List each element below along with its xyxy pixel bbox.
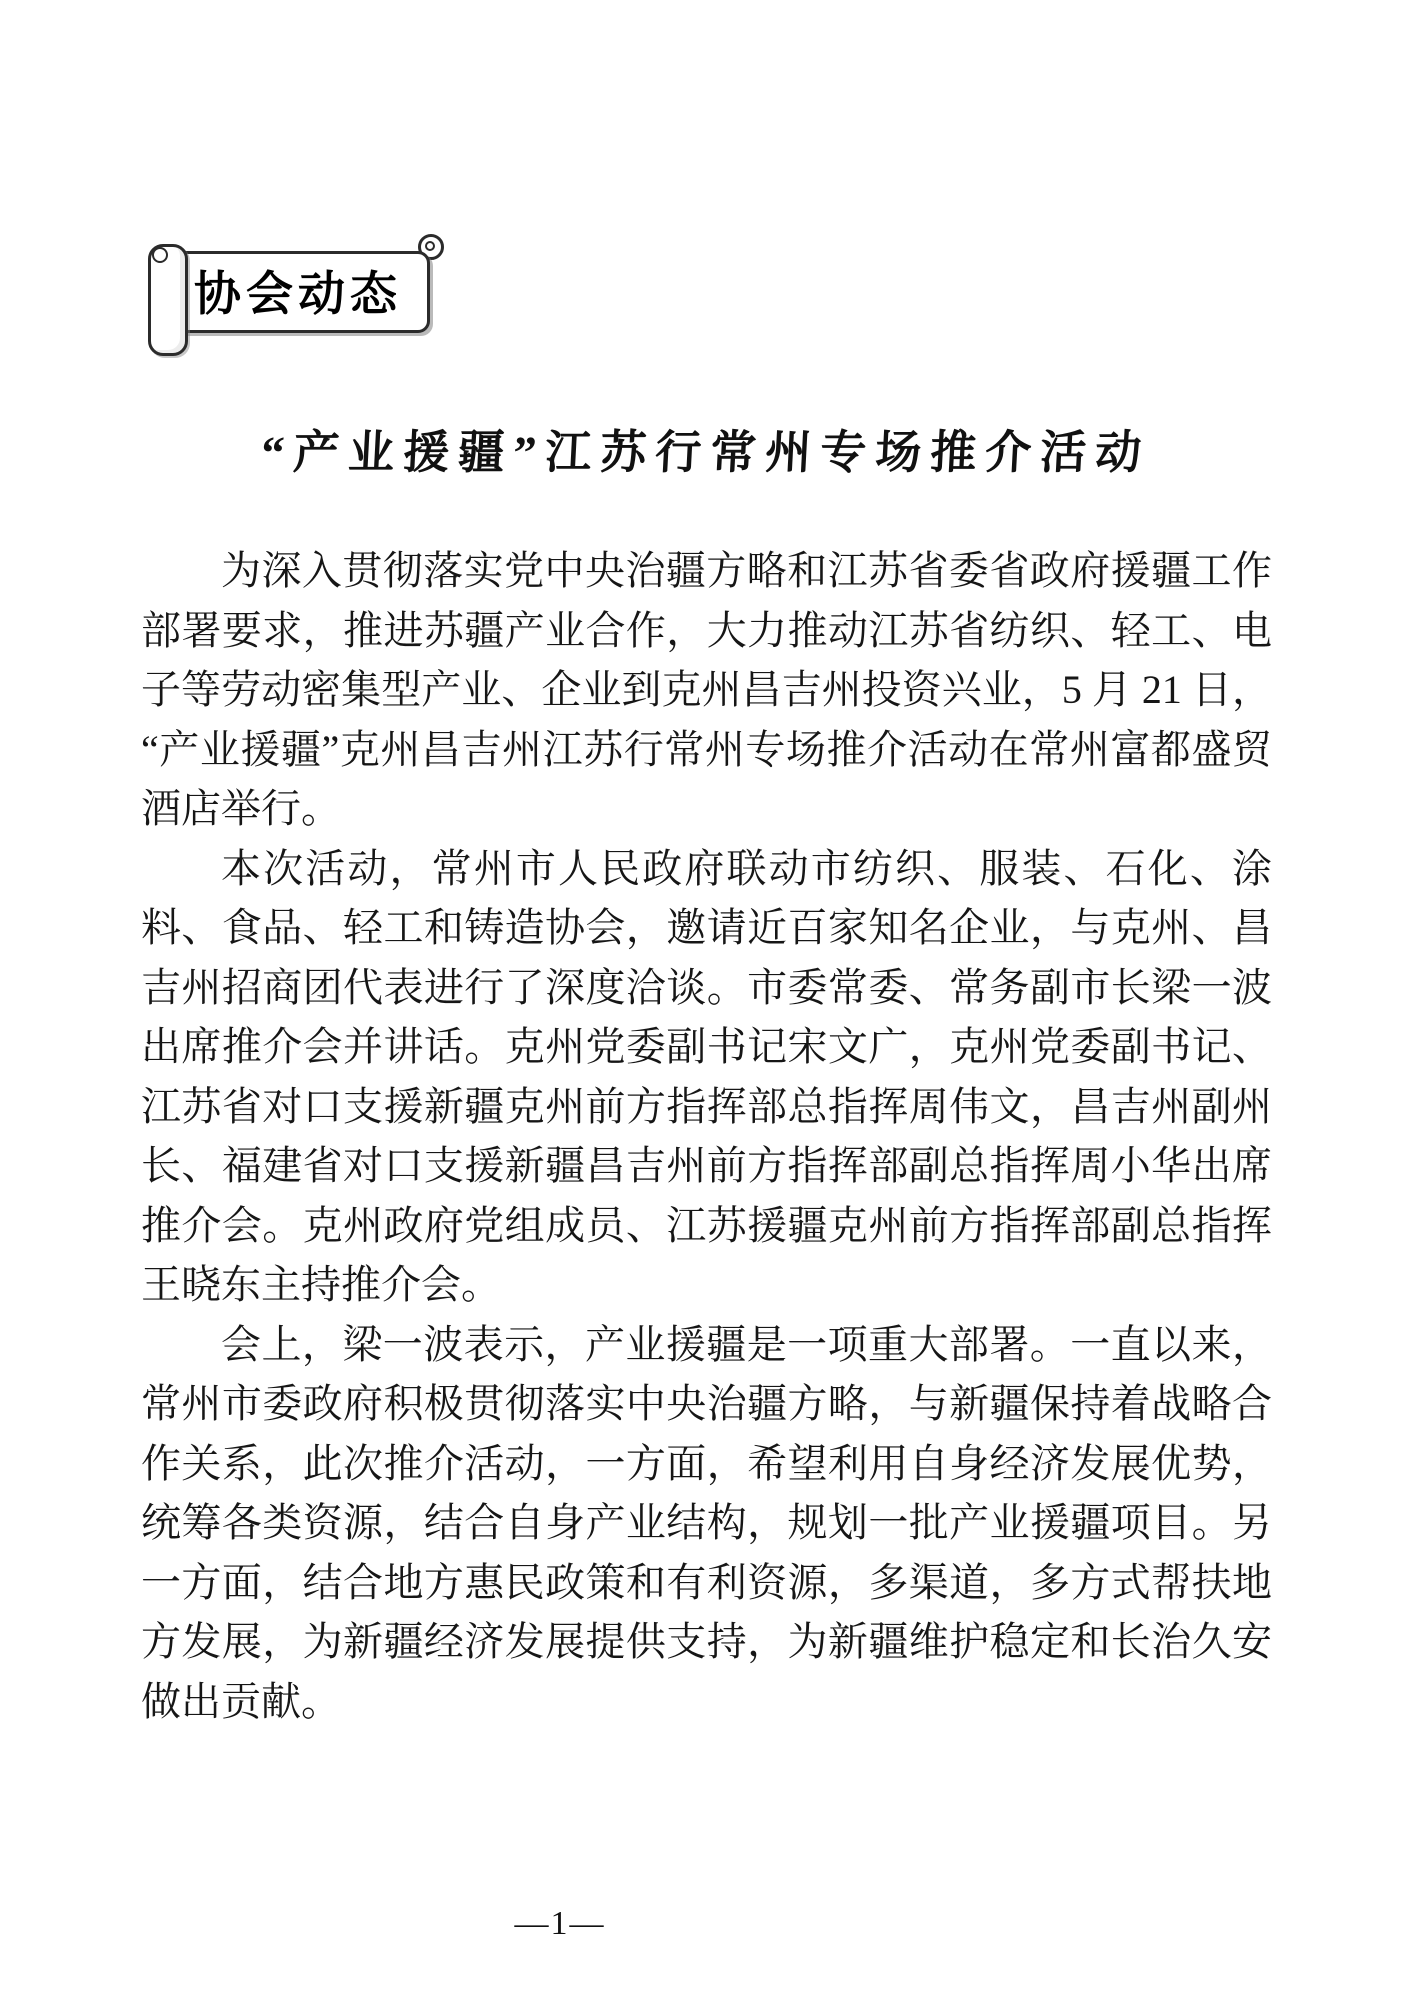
section-banner bbox=[148, 234, 450, 360]
page-title: “产业援疆”江苏行常州专场推介活动 bbox=[259, 427, 1152, 478]
banner-label: 协会动态 bbox=[194, 266, 402, 320]
article-paragraph: 会上，梁一波表示，产业援疆是一项重大部署。一直以来，常州市委政府积极贯彻落实中央治疆方略，与新疆保持着战略合作关系，此次推介活动，一方面，希望利用自身经济发展优势，统筹各类资源，结合自身产业结构，规划一批产业援疆项目。另一方面，结合地方惠民政策和有利资源，多渠道，多方式帮扶地方发展，为新疆经济发展提供支持，为新疆维护稳定和长治久安做出贡献。 bbox=[141, 1321, 1272, 1724]
article-paragraph: 为深入贯彻落实党中央治疆方略和江苏省委省政府援疆工作部署要求，推进苏疆产业合作，大力推动江苏省纺织、轻工、电子等劳动密集型产业、企业到克州昌吉州投资兴业，5 月 21 日，“产业援疆”克州昌吉州江苏行常州专场推介活动在常州富都盛贸酒店举行。 bbox=[141, 548, 1272, 831]
scroll-roll-icon bbox=[148, 244, 188, 356]
article-paragraph: 本次活动，常州市人民政府联动市纺织、服装、石化、涂料、食品、轻工和铸造协会，邀请近百家知名企业，与克州、昌吉州招商团代表进行了深度洽谈。市委常委、常务副市长梁一波出席推介会并讲话。克州党委副书记宋文广，克州党委副书记、江苏省对口支援新疆克州前方指挥部总指挥周伟文，昌吉州副州长、福建省对口支援新疆昌吉州前方指挥部副总指挥周小华出席推介会。克州政府党组成员、江苏援疆克州前方指挥部副总指挥王晓东主持推介会。 bbox=[141, 845, 1272, 1307]
page-number: —1— bbox=[514, 1905, 606, 1942]
scroll-banner-box bbox=[166, 251, 430, 333]
article-body bbox=[141, 541, 1272, 1731]
